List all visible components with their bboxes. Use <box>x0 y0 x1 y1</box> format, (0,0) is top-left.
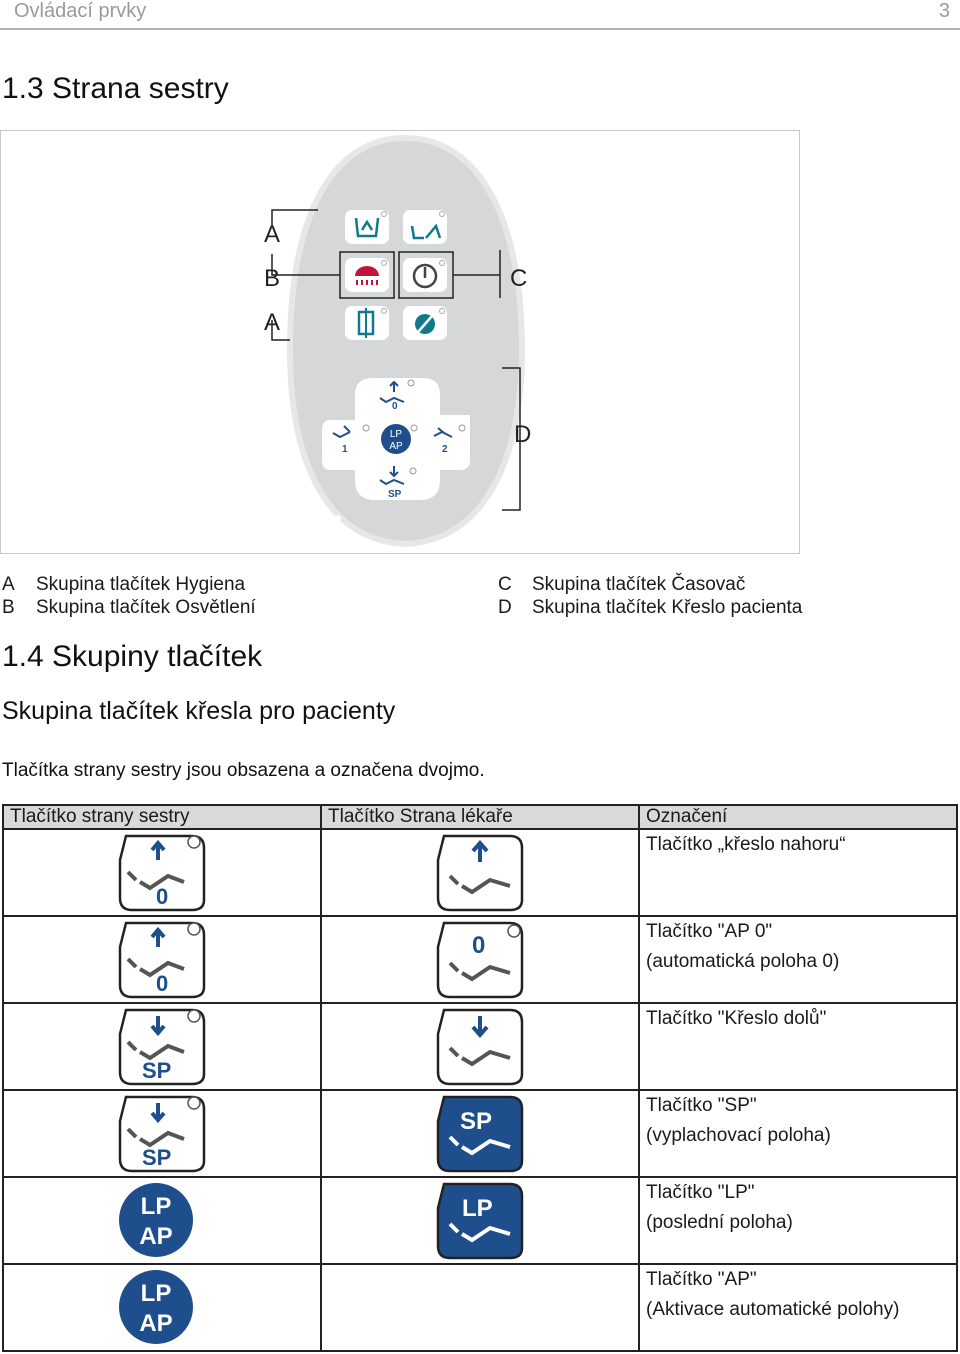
chair-down-label: SP <box>388 489 402 500</box>
callout-b: B <box>264 265 281 292</box>
chair-down-doctor-icon <box>430 1004 530 1088</box>
nurse-label: SP <box>142 1058 172 1083</box>
page-number: 3 <box>938 0 950 22</box>
chair-down-nurse-icon <box>112 1004 212 1088</box>
lp-ap-nurse-icon <box>112 1178 212 1262</box>
designation-line2: (vyplachovací poloha) <box>646 1125 831 1146</box>
callout-c: C <box>510 265 528 292</box>
chair-center-label-1: LP <box>389 429 403 440</box>
nurse-cell <box>3 916 321 1003</box>
designation-cell <box>639 1003 957 1090</box>
doctor-cell <box>321 916 639 1003</box>
designation-cell <box>639 1264 957 1351</box>
doctor-cell <box>321 1264 639 1351</box>
chair-up-doctor-icon <box>430 830 530 914</box>
header-nurse-button: Tlačítko strany sestry <box>3 805 321 829</box>
section-1-3-title: 1.3 Strana sestry <box>2 72 229 105</box>
doctor-cell <box>321 1177 639 1264</box>
table-row <box>3 1003 957 1090</box>
doctor-cell <box>321 829 639 916</box>
table-row <box>3 916 957 1003</box>
designation-line1: Tlačítko "LP" <box>646 1182 755 1203</box>
designation-line1: Tlačítko "AP 0" <box>646 921 773 942</box>
nurse-label-2: AP <box>139 1223 173 1250</box>
hygiene-button-1 <box>345 210 389 244</box>
header-doctor-button: Tlačítko Strana lékaře <box>321 805 639 829</box>
doctor-cell <box>321 1003 639 1090</box>
header-divider <box>0 28 960 30</box>
nurse-label: 0 <box>156 884 169 909</box>
section-1-4-title: 1.4 Skupiny tlačítek <box>2 640 263 673</box>
hygiene-button-3 <box>345 306 389 340</box>
nurse-cell <box>3 1090 321 1177</box>
nurse-label-2: AP <box>139 1310 173 1337</box>
sp-nurse-icon <box>112 1091 212 1175</box>
doctor-label: LP <box>462 1195 493 1222</box>
section-subtitle: Skupina tlačítek křesla pro pacienty <box>2 697 396 725</box>
designation-cell <box>639 1177 957 1264</box>
lp-doctor-icon <box>430 1178 530 1262</box>
nurse-label-1: LP <box>140 1280 172 1307</box>
hygiene-button-2 <box>403 210 447 244</box>
table-row <box>3 829 957 916</box>
nurse-label: 0 <box>156 971 169 996</box>
sp-doctor-icon <box>430 1091 530 1175</box>
chair-up-label: 0 <box>392 401 398 412</box>
callout-d: D <box>514 421 532 448</box>
ap0-doctor-icon <box>430 917 530 1001</box>
designation-cell <box>639 1090 957 1177</box>
legend-item-c: C Skupina tlačítek Časovač <box>498 574 746 595</box>
designation-line2: (automatická poloha 0) <box>646 951 840 972</box>
designation-cell <box>639 916 957 1003</box>
doctor-label: 0 <box>472 932 486 959</box>
designation-line1: Tlačítko "Křeslo dolů" <box>646 1008 827 1029</box>
callout-a-bottom: A <box>264 309 281 336</box>
doctor-cell <box>321 1090 639 1177</box>
designation-line1: Tlačítko "AP" <box>646 1269 757 1290</box>
designation-line2: (Aktivace automatické polohy) <box>646 1299 900 1320</box>
legend-item-b: B Skupina tlačítek Osvětlení <box>2 597 256 618</box>
callout-a-top: A <box>264 221 281 248</box>
running-header-title: Ovládací prvky <box>14 0 147 22</box>
table-header-row <box>3 805 957 829</box>
nurse-cell <box>3 1264 321 1351</box>
legend-item-d: D Skupina tlačítek Křeslo pacienta <box>498 597 803 618</box>
designation-line1: Tlačítko "SP" <box>646 1095 757 1116</box>
nurse-cell <box>3 1003 321 1090</box>
legend-item-a: A Skupina tlačítek Hygiena <box>2 574 246 595</box>
nurse-cell <box>3 829 321 916</box>
ap0-nurse-icon <box>112 917 212 1001</box>
table-row <box>3 1264 957 1351</box>
intro-paragraph: Tlačítka strany sestry jsou obsazena a označena dvojmo. <box>2 760 485 781</box>
doctor-label: SP <box>460 1108 493 1135</box>
nurse-label-1: LP <box>140 1193 172 1220</box>
table-row <box>3 1090 957 1177</box>
designation-line1: Tlačítko „křeslo nahoru“ <box>646 834 846 855</box>
chair-left-label: 1 <box>342 444 348 455</box>
chair-right-label: 2 <box>442 444 448 455</box>
chair-up-nurse-icon <box>112 830 212 914</box>
table-row <box>3 1177 957 1264</box>
nurse-label: SP <box>142 1145 172 1170</box>
button-table <box>2 804 958 1352</box>
nurse-panel-figure <box>0 130 800 554</box>
timer-button <box>403 258 447 292</box>
lp-ap-nurse-icon <box>112 1265 212 1349</box>
header-designation: Označení <box>639 805 957 829</box>
hygiene-button-4 <box>403 306 447 340</box>
designation-cell <box>639 829 957 916</box>
light-button <box>345 258 389 292</box>
nurse-cell <box>3 1177 321 1264</box>
chair-center-label-2: AP <box>389 441 403 452</box>
designation-line2: (poslední poloha) <box>646 1212 793 1233</box>
